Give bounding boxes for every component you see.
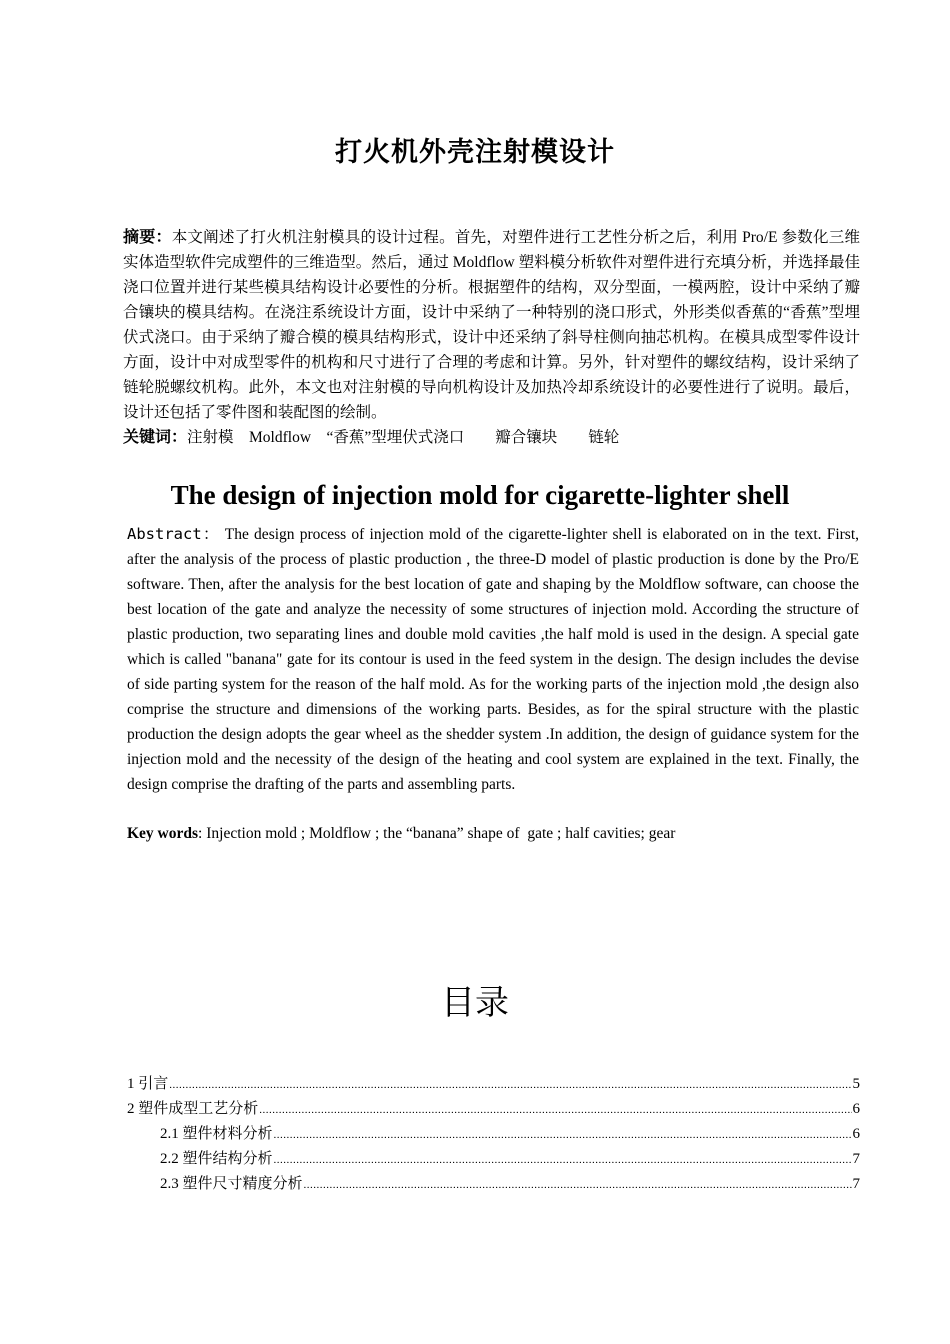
toc-entry-label: 1 引言 [127, 1076, 169, 1092]
toc-entry-page: 6 [852, 1101, 860, 1117]
chinese-abstract [123, 224, 860, 425]
toc-entry-label: 2 塑件成型工艺分析 [127, 1101, 259, 1117]
toc-entry-label: 2.2 塑件结构分析 [160, 1151, 273, 1167]
english-abstract-label: Abstract： [127, 525, 220, 543]
chinese-title: 打火机外壳注射模设计 [335, 137, 615, 168]
english-abstract [127, 522, 859, 797]
english-title: The design of injection mold for cigarette-lighter shell [170, 480, 790, 510]
toc-entry-page: 6 [852, 1126, 860, 1142]
chinese-keywords [123, 424, 860, 450]
toc-entry-page: 5 [852, 1076, 860, 1092]
table-of-contents [127, 1072, 860, 1197]
english-keywords [127, 821, 859, 846]
toc-entry[interactable] [127, 1122, 860, 1147]
toc-entry-label: 2.3 塑件尺寸精度分析 [160, 1176, 303, 1192]
toc-entry[interactable] [127, 1072, 860, 1097]
toc-leader-dots [259, 1098, 851, 1123]
chinese-keywords-text: 注射模 Moldflow “香蕉”型埋伏式浇口 瓣合镶块 链轮 [187, 429, 620, 446]
chinese-abstract-text: 本文阐述了打火机注射模具的设计过程。首先，对塑件进行工艺性分析之后，利用 Pro/E 参数化三维实体造型软件完成塑件的三维造型。然后，通过 Moldflow 塑料模分析软件对塑件进行充填分析，并选择最佳浇口位置并进行某些模具结构设计必要性的分析。根据塑件的结构，双分型面，一模两腔，设计中采纳了瓣合镶块的模具结构。在浇注系统设计方面，设计中采纳了一种特别的浇口形式，外形类似香蕉的“香蕉”型埋伏式浇口。由于采纳了瓣合模的模具结构形式，设计中还采纳了斜导柱侧向抽芯机构。在模具成型零件设计方面，设计中对成型零件的机构和尺寸进行了合理的考虑和计算。另外，针对塑件的螺纹结构，设计采纳了链轮脱螺纹机构。此外，本文也对注射模的导向机构设计及加热冷却系统设计的必要性进行了说明。最后，设计还包括了零件图和装配图的绘制。 [123, 229, 860, 421]
english-abstract-text: The design process of injection mold of the cigarette-lighter shell is elaborated on in the text. First, after the analysis of the process of plastic production , the three-D model of plastic production is done by the Pro/E software. Then, after the analysis for the best location of gate and shaping by the Moldflow software, can choose the best location of the gate and analyze the necessity of some structures of injection mold. According the structure of plastic production, two separating lines and double mold cavities ,the half mold is used in the design. A special gate which is called "banana" gate for its contour is used in the feed system in the design. The design includes the devise of side parting system for the reason of the half mold. As for the working parts of the injection mold ,the design also comprise the structure and dimensions of the working parts. Besides, as for the spiral structure with the plastic production the design adopts the gear wheel as the shedder system .In addition, the design of guidance system for the injection mold and the necessity of the design of the heating and cool system are explained in the text. Finally, the design comprise the drafting of the parts and assembling parts. [127, 526, 860, 793]
english-keywords-label: Key words [127, 825, 199, 842]
toc-title: 目录 [441, 983, 509, 1023]
toc-entry-label: 2.1 塑件材料分析 [160, 1126, 273, 1142]
toc-entry[interactable] [127, 1172, 860, 1197]
chinese-abstract-label: 摘要： [123, 227, 172, 246]
toc-entry[interactable] [127, 1097, 860, 1122]
toc-leader-dots [304, 1173, 852, 1198]
toc-entry-page: 7 [852, 1176, 860, 1192]
chinese-keywords-label: 关键词： [123, 427, 188, 446]
toc-entry[interactable] [127, 1147, 860, 1172]
toc-leader-dots [274, 1148, 852, 1173]
toc-entry-page: 7 [852, 1151, 860, 1167]
toc-leader-dots [274, 1123, 852, 1148]
toc-leader-dots [169, 1073, 851, 1098]
english-keywords-text: : Injection mold ; Moldflow ; the “banana” shape of gate ; half cavities; gear [198, 825, 676, 842]
